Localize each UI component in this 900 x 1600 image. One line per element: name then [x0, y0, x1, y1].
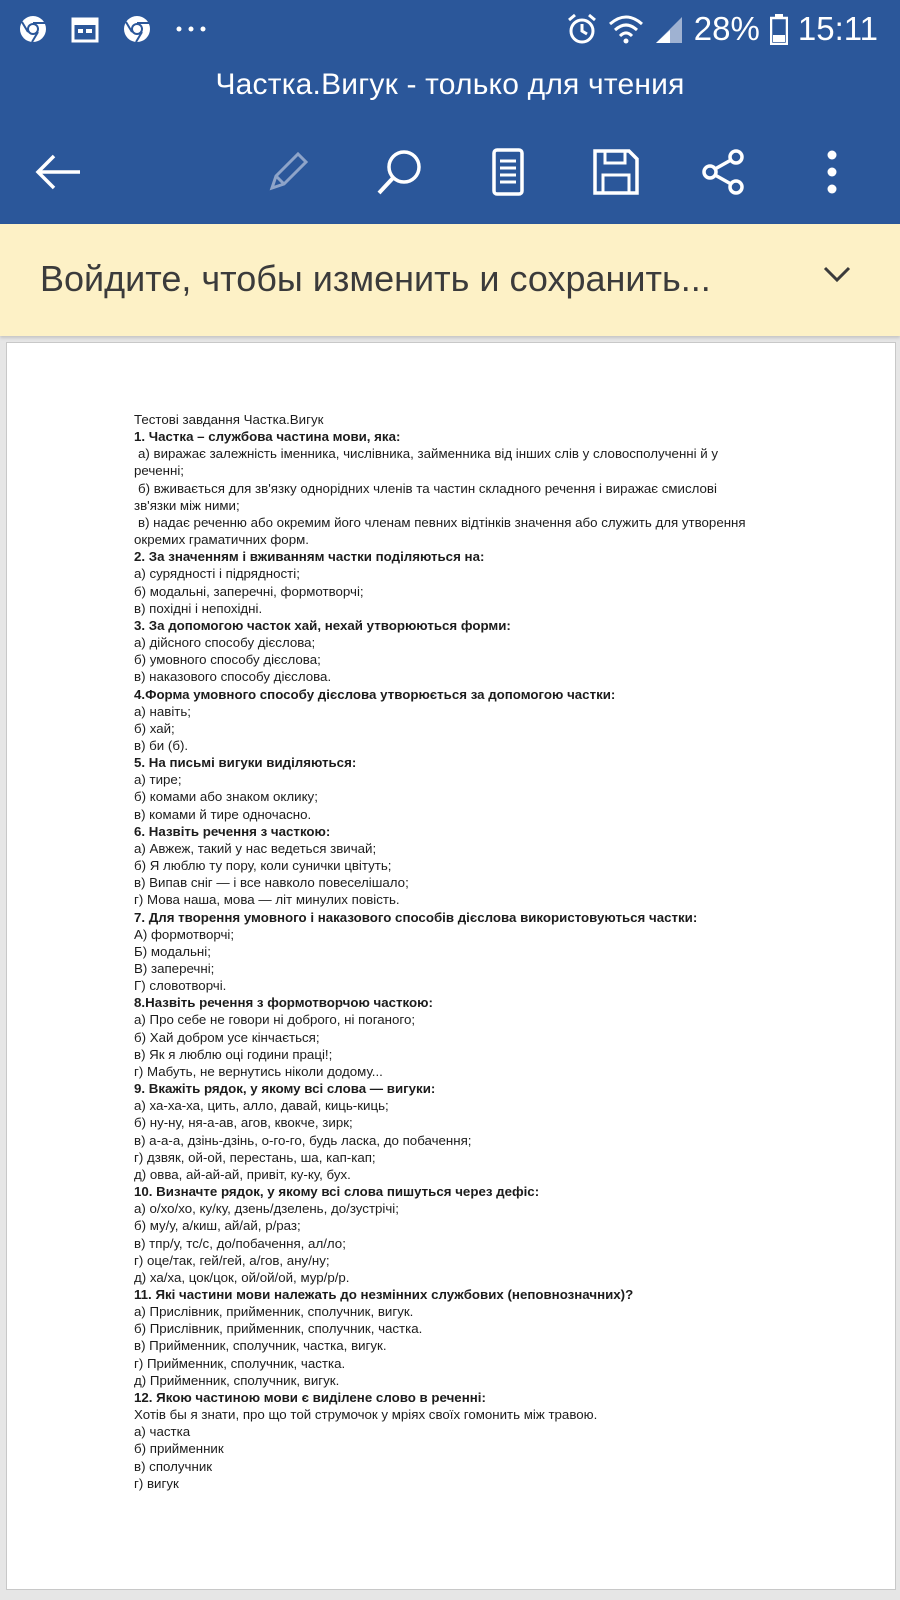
more-options-button[interactable] — [802, 142, 862, 202]
document-line: а) частка — [134, 1424, 191, 1440]
document-line: г) Мабуть, не вернутись ніколи додому... — [134, 1063, 383, 1079]
document-line: а) Про себе не говори ні доброго, ні поганого; — [134, 1012, 416, 1028]
question-heading: 2. За значенням і вживанням частки поділяються на: — [134, 549, 485, 565]
question-heading: 9. Вкажіть рядок, у якому всі слова — вигуки: — [134, 1081, 436, 1097]
document-line: в) сполучник — [134, 1458, 213, 1474]
document-line: в) би (б). — [134, 737, 189, 753]
question-heading: 7. Для творення умовного і наказового способів дієслова використовуються частки: — [134, 909, 698, 925]
edit-button[interactable] — [258, 142, 318, 202]
document-title: Частка.Вигук - только для чтения — [215, 68, 685, 101]
system-status — [566, 10, 878, 48]
document-line: а) ха-ха-ха, цить, алло, давай, киць-киць; — [134, 1098, 389, 1114]
more-options-icon — [822, 147, 842, 197]
back-arrow-icon — [34, 152, 82, 192]
document-line: в) а-а-а, дзінь-дзінь, о-го-го, будь ласка, до побачення; — [134, 1132, 472, 1148]
back-button[interactable] — [28, 142, 88, 202]
document-line: а) сурядності і підрядності; — [134, 566, 300, 582]
document-line: зв'язки між ними; — [134, 497, 240, 513]
document-line: а) тире; — [134, 772, 182, 788]
document-line: окремих граматичних форм. — [134, 532, 309, 548]
app-bar — [0, 0, 900, 224]
document-line: д) овва, ай-ай-ай, привіт, ку-ку, бух. — [134, 1166, 351, 1182]
document-line: реченні; — [134, 463, 185, 479]
document-line: д) Прийменник, сполучник, вигук. — [134, 1372, 340, 1388]
mobile-view-button[interactable] — [478, 142, 538, 202]
document-line: в) тпр/у, тс/с, до/побачення, ал/ло; — [134, 1235, 346, 1251]
document-line: г) вигук — [134, 1475, 179, 1491]
document-line: б) прийменник — [134, 1441, 224, 1457]
document-line: б) Я люблю ту пору, коли сунички цвітуть; — [134, 858, 392, 874]
question-heading: 6. Назвіть речення з часткою: — [134, 823, 331, 839]
document-line: г) оце/так, гей/гей, а/гов, ану/ну; — [134, 1252, 330, 1268]
document-line: в) наказового способу дієслова. — [134, 669, 332, 685]
document-page[interactable] — [6, 342, 896, 1590]
question-heading: 12. Якою частиною мови є виділене слово в реченні: — [134, 1389, 486, 1405]
question-heading: 1. Частка – службова частина мови, яка: — [134, 429, 401, 445]
toolbar — [0, 134, 900, 214]
wifi-icon — [608, 13, 644, 45]
question-heading: 8.Назвіть речення з формотворчою часткою: — [134, 995, 433, 1011]
sign-in-banner[interactable] — [0, 224, 900, 336]
question-heading: 10. Визначте рядок, у якому всі слова пишуться через дефіс: — [134, 1184, 540, 1200]
document-line: Тестові завдання Частка.Вигук — [134, 412, 324, 427]
mobile-view-icon — [488, 147, 528, 197]
chrome-icon — [122, 14, 152, 44]
document-line: г) дзвяк, ой-ой, перестань, ша, кап-кап; — [134, 1149, 376, 1165]
save-icon — [591, 147, 641, 197]
document-line: а) Авжеж, такий у нас ведеться звичай; — [134, 840, 377, 856]
search-icon — [375, 147, 425, 197]
status-bar — [0, 0, 900, 64]
search-button[interactable] — [370, 142, 430, 202]
alarm-icon — [566, 12, 598, 46]
question-heading: 11. Які частини мови належать до незмінних службових (неповнозначних)? — [134, 1286, 634, 1302]
calendar-icon — [70, 14, 100, 44]
document-line: б) вживається для зв'язку однорідних членів та частин складного речення і виражає смислові — [138, 480, 717, 496]
question-heading: 3. За допомогою часток хай, нехай утворюються форми: — [134, 617, 511, 633]
document-line: б) Прислівник, прийменник, сполучник, частка. — [134, 1321, 423, 1337]
question-heading: 4.Форма умовного способу дієслова утворюється за допомогою частки: — [134, 686, 616, 702]
document-line: б) умовного способу дієслова; — [134, 652, 321, 668]
document-line: б) модальні, заперечні, формотворчі; — [134, 583, 364, 599]
document-line: в) Як я люблю оці години праці!; — [134, 1046, 333, 1062]
more-notifications-icon — [174, 14, 208, 44]
notification-icons — [18, 14, 208, 44]
chrome-icon — [18, 14, 48, 44]
document-line: В) заперечні; — [134, 961, 215, 976]
sign-in-banner-text: Войдите, чтобы изменить и сохранить... — [40, 258, 711, 299]
document-line: б) ну-ну, ня-а-ав, агов, квокче, зирк; — [134, 1115, 353, 1131]
signal-icon — [654, 13, 684, 45]
document-line: А) формотворчі; — [134, 926, 235, 942]
chevron-down-icon[interactable] — [822, 264, 852, 284]
document-line: а) Прислівник, прийменник, сполучник, вигук. — [134, 1304, 414, 1320]
document-line: Г) словотворчі. — [134, 978, 227, 994]
document-line: в) похідні і непохідні. — [134, 600, 263, 616]
document-line: Хотів бы я знати, про що той струмочок у мріях своїх гомонить між травою. — [134, 1407, 598, 1423]
document-body — [134, 411, 834, 1492]
edit-pencil-icon — [264, 148, 312, 196]
document-line: а) дійсного способу дієслова; — [134, 635, 316, 651]
share-button[interactable] — [694, 142, 754, 202]
document-line: д) ха/ха, цок/цок, ой/ой/ой, мур/р/р. — [134, 1269, 350, 1285]
document-line: б) комами або знаком оклику; — [134, 789, 318, 805]
document-line: а) виражає залежність іменника, числівника, займенника від інших слів у словосполученні й у — [138, 446, 719, 462]
document-line: в) Випав сніг — і все навколо повеселішало; — [134, 875, 409, 891]
document-line: б) му/у, а/киш, ай/ай, р/раз; — [134, 1218, 301, 1234]
document-line: в) Прийменник, сполучник, частка, вигук. — [134, 1338, 387, 1354]
battery-percent: 28% — [693, 10, 760, 47]
document-line: а) о/хо/хо, ку/ку, дзень/дзелень, до/зустрічі; — [134, 1201, 399, 1217]
document-line: г) Прийменник, сполучник, частка. — [134, 1355, 346, 1371]
document-line: г) Мова наша, мова — літ минулих повість. — [134, 892, 400, 908]
battery-icon — [770, 13, 788, 45]
clock: 15:11 — [797, 10, 878, 47]
question-heading: 5. На письмі вигуки виділяються: — [134, 755, 357, 771]
document-line: а) навіть; — [134, 703, 191, 719]
share-icon — [699, 147, 749, 197]
document-line: в) надає реченню або окремим його членам певних відтінків значення або служить для утворення — [138, 514, 746, 530]
document-line: б) хай; — [134, 720, 175, 736]
document-line: Б) модальні; — [134, 943, 211, 959]
document-line: в) комами й тире одночасно. — [134, 806, 312, 822]
save-button[interactable] — [586, 142, 646, 202]
document-line: б) Хай добром усе кінчається; — [134, 1029, 320, 1045]
